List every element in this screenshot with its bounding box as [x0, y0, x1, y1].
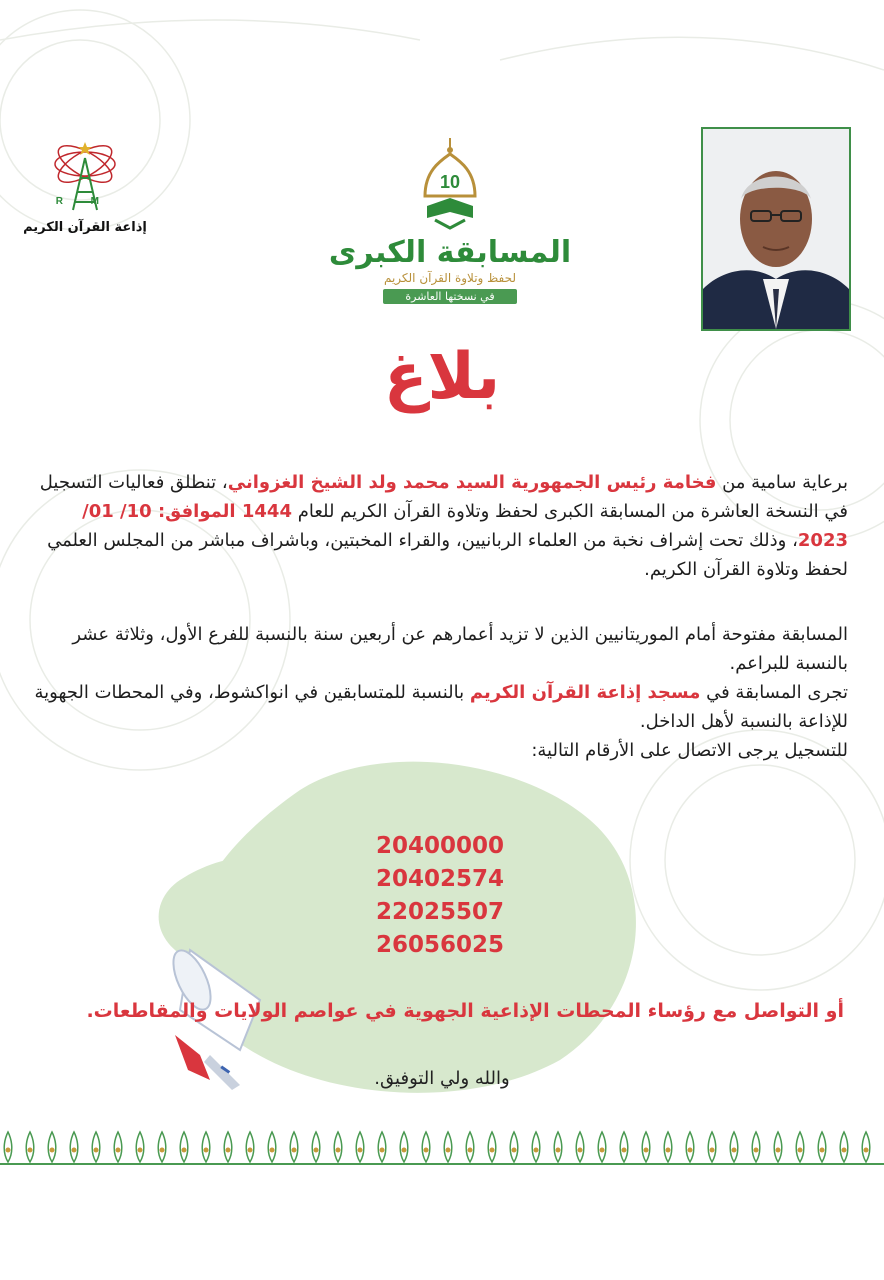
border-dot-motif [116, 1148, 121, 1153]
border-dot-motif [468, 1148, 473, 1153]
border-leaf-motif [598, 1132, 606, 1162]
border-dot-motif [732, 1148, 737, 1153]
contact-line: أو التواصل مع رؤساء المحطات الإذاعية الجهوية في عواصم الولايات والمقاطعات. [86, 1000, 844, 1022]
border-leaf-motif [48, 1132, 56, 1162]
competition-title: المسابقة الكبرى [328, 235, 572, 270]
border-leaf-motif [752, 1132, 760, 1162]
border-dot-motif [138, 1148, 143, 1153]
border-leaf-motif [70, 1132, 78, 1162]
border-dot-motif [248, 1148, 253, 1153]
border-leaf-motif [840, 1132, 848, 1162]
announcement-body [28, 468, 848, 765]
paragraph-2: المسابقة مفتوحة أمام الموريتانيين الذين لا تزيد أعمارهم عن أربعين سنة بالنسبة للفرع الأول، وثلاثة عشر بالنسبة للبراعم. [72, 624, 848, 674]
border-leaf-motif [620, 1132, 628, 1162]
border-leaf-motif [686, 1132, 694, 1162]
border-leaf-motif [158, 1132, 166, 1162]
border-leaf-motif [92, 1132, 100, 1162]
border-dot-motif [28, 1148, 33, 1153]
radio-logo [20, 138, 150, 235]
border-leaf-motif [180, 1132, 188, 1162]
border-dot-motif [754, 1148, 759, 1153]
border-dot-motif [864, 1148, 869, 1153]
border-dot-motif [578, 1148, 583, 1153]
border-leaf-motif [554, 1132, 562, 1162]
border-leaf-motif [312, 1132, 320, 1162]
border-leaf-motif [444, 1132, 452, 1162]
border-leaf-motif [268, 1132, 276, 1162]
edition-number: 10 [439, 172, 461, 192]
border-dot-motif [688, 1148, 693, 1153]
border-leaf-motif [224, 1132, 232, 1162]
phone-number[interactable]: 20402574 [375, 866, 505, 892]
svg-text:M: M [90, 196, 99, 207]
border-dot-motif [402, 1148, 407, 1153]
announcement-date: 1444 الموافق: 10/ 01/ 2023 [82, 501, 848, 551]
competition-subtitle: لحفظ وتلاوة القرآن الكريم [383, 271, 517, 285]
president-portrait [701, 127, 851, 331]
phone-number[interactable]: 26056025 [375, 932, 505, 958]
border-dot-motif [50, 1148, 55, 1153]
president-name: فخامة رئيس الجمهورية السيد محمد ولد الشيخ الغزواني [227, 472, 717, 493]
border-leaf-motif [114, 1132, 122, 1162]
border-dot-motif [160, 1148, 165, 1153]
border-dot-motif [776, 1148, 781, 1153]
border-dot-motif [644, 1148, 649, 1153]
phone-number[interactable]: 22025507 [375, 899, 505, 925]
paragraph-4: للتسجيل يرجى الاتصال على الأرقام التالية: [531, 740, 848, 761]
border-leaf-motif [378, 1132, 386, 1162]
border-leaf-motif [4, 1132, 12, 1162]
border-dot-motif [94, 1148, 99, 1153]
border-leaf-motif [290, 1132, 298, 1162]
border-dot-motif [204, 1148, 209, 1153]
border-leaf-motif [708, 1132, 716, 1162]
border-dot-motif [6, 1148, 11, 1153]
border-dot-motif [424, 1148, 429, 1153]
radio-name: إذاعة القرآن الكريم [23, 220, 147, 235]
border-leaf-motif [862, 1132, 870, 1162]
border-dot-motif [798, 1148, 803, 1153]
border-dot-motif [226, 1148, 231, 1153]
border-leaf-motif [202, 1132, 210, 1162]
mosque-name: مسجد إذاعة القرآن الكريم [469, 682, 701, 703]
border-leaf-motif [466, 1132, 474, 1162]
closing-line: والله ولي التوفيق. [374, 1068, 510, 1089]
border-leaf-motif [488, 1132, 496, 1162]
border-leaf-motif [26, 1132, 34, 1162]
border-dot-motif [666, 1148, 671, 1153]
decorative-border [0, 1128, 884, 1168]
competition-logo [300, 136, 600, 304]
border-leaf-motif [136, 1132, 144, 1162]
border-leaf-motif [796, 1132, 804, 1162]
border-leaf-motif [774, 1132, 782, 1162]
announcement-heading: بلاغ [383, 340, 501, 414]
paragraph-3: تجرى المسابقة في مسجد إذاعة القرآن الكريم بالنسبة للمتسابقين في انواكشوط، وفي المحطات الجهوية للإذاعة بالنسبة لأهل الداخل. [34, 682, 848, 732]
border-dot-motif [556, 1148, 561, 1153]
border-dot-motif [512, 1148, 517, 1153]
border-dot-motif [446, 1148, 451, 1153]
radio-tower-icon [49, 138, 121, 216]
phone-list [300, 830, 580, 962]
border-dot-motif [314, 1148, 319, 1153]
border-dot-motif [380, 1148, 385, 1153]
border-dot-motif [710, 1148, 715, 1153]
border-dot-motif [534, 1148, 539, 1153]
border-dot-motif [270, 1148, 275, 1153]
competition-edition: في نسختها العاشرة [383, 289, 516, 304]
border-leaf-motif [642, 1132, 650, 1162]
mosque-dome-icon [415, 136, 485, 236]
svg-text:R: R [55, 196, 63, 207]
border-leaf-motif [246, 1132, 254, 1162]
border-leaf-motif [356, 1132, 364, 1162]
border-leaf-motif [510, 1132, 518, 1162]
border-dot-motif [182, 1148, 187, 1153]
border-leaf-motif [400, 1132, 408, 1162]
border-dot-motif [622, 1148, 627, 1153]
border-leaf-motif [664, 1132, 672, 1162]
border-leaf-motif [422, 1132, 430, 1162]
border-leaf-motif [818, 1132, 826, 1162]
border-leaf-motif [576, 1132, 584, 1162]
border-dot-motif [292, 1148, 297, 1153]
border-dot-motif [72, 1148, 77, 1153]
border-leaf-motif [334, 1132, 342, 1162]
border-dot-motif [842, 1148, 847, 1153]
phone-number[interactable]: 20400000 [375, 833, 505, 859]
border-dot-motif [820, 1148, 825, 1153]
paragraph-1: برعاية سامية من فخامة رئيس الجمهورية السيد محمد ولد الشيخ الغزواني، تنطلق فعاليات التسجيل في النسخة العاشرة من المسابقة الكبرى لحفظ وتلاوة القرآن الكريم للعام 1444 الموافق: 10/ 01/ 2023، وذلك تحت إشراف نخبة من العلماء الربانيين، والقراء المخبتين، وباشراف مباشر من المجلس العلمي لحفظ وتلاوة القرآن الكريم. [39, 472, 848, 580]
border-dot-motif [600, 1148, 605, 1153]
border-dot-motif [336, 1148, 341, 1153]
border-leaf-motif [730, 1132, 738, 1162]
border-dot-motif [490, 1148, 495, 1153]
border-dot-motif [358, 1148, 363, 1153]
border-leaf-motif [532, 1132, 540, 1162]
